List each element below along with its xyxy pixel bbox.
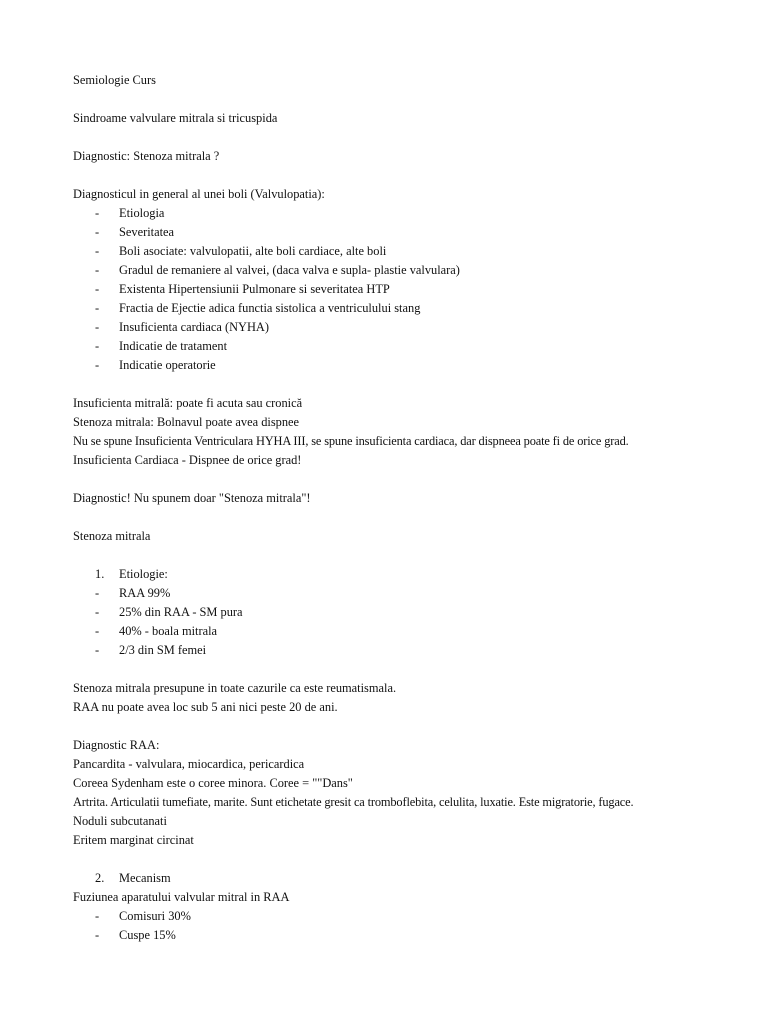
list-item: Severitatea — [119, 225, 175, 239]
doc-subtitle: Sindroame valvulare mitrala si tricuspida — [73, 111, 278, 125]
list-bullet: - — [95, 320, 100, 334]
list-bullet: - — [95, 339, 100, 353]
list-number: 1. — [95, 567, 105, 581]
list-item: Boli asociate: valvulopatii, alte boli cardiace, alte boli — [119, 244, 387, 258]
list-bullet: - — [95, 282, 100, 296]
list-item: 40% - boala mitrala — [119, 624, 218, 638]
list-bullet: - — [95, 358, 100, 372]
list-bullet: - — [95, 263, 100, 277]
list-bullet: - — [95, 624, 100, 638]
list-item: RAA 99% — [119, 586, 171, 600]
section-heading-raa: Diagnostic RAA: — [73, 738, 160, 752]
list-bullet: - — [95, 206, 100, 220]
list-item: Indicatie operatorie — [119, 358, 216, 372]
section-heading-stenoza: Stenoza mitrala — [73, 529, 151, 543]
paragraph-line: Coreea Sydenham este o coree minora. Coree = ""Dans" — [73, 776, 353, 790]
list-number: 2. — [95, 871, 105, 885]
paragraph-line: Insuficienta mitrală: poate fi acuta sau cronică — [73, 396, 303, 410]
paragraph-line: Artrita. Articulatii tumefiate, marite. Sunt etichetate gresit ca tromboflebita, celulita, luxatie. Este migratorie, fugace. — [73, 795, 634, 809]
paragraph-line: Insuficienta Cardiaca - Dispnee de orice grad! — [73, 453, 302, 467]
list-item: 25% din RAA - SM pura — [119, 605, 243, 619]
list-item: 2/3 din SM femei — [119, 643, 207, 657]
list-bullet: - — [95, 909, 100, 923]
list-item: Fractia de Ejectie adica functia sistolica a ventriculului stang — [119, 301, 421, 315]
list-bullet: - — [95, 928, 100, 942]
list-item: Indicatie de tratament — [119, 339, 228, 353]
diagnostic-line-2: Diagnostic! Nu spunem doar "Stenoza mitrala"! — [73, 491, 311, 505]
list-bullet: - — [95, 225, 100, 239]
paragraph-line: Fuziunea aparatului valvular mitral in RAA — [73, 890, 290, 904]
numbered-heading-etiologie: Etiologie: — [119, 567, 168, 581]
list-bullet: - — [95, 605, 100, 619]
list-item: Gradul de remaniere al valvei, (daca valva e supla- plastie valvulara) — [119, 263, 460, 277]
paragraph-line: Nu se spune Insuficienta Ventriculara HYHA III, se spune insuficienta cardiaca, dar dispneea poate fi de orice grad. — [73, 434, 629, 448]
list-item: Comisuri 30% — [119, 909, 191, 923]
paragraph-line: Noduli subcutanati — [73, 814, 167, 828]
paragraph-line: Eritem marginat circinat — [73, 833, 194, 847]
doc-title: Semiologie Curs — [73, 73, 156, 87]
list-bullet: - — [95, 244, 100, 258]
list-item: Insuficienta cardiaca (NYHA) — [119, 320, 269, 334]
list-bullet: - — [95, 586, 100, 600]
list-bullet: - — [95, 643, 100, 657]
numbered-heading-mecanism: Mecanism — [119, 871, 171, 885]
paragraph-line: Stenoza mitrala: Bolnavul poate avea dispnee — [73, 415, 300, 429]
list-item: Etiologia — [119, 206, 165, 220]
list-item: Cuspe 15% — [119, 928, 176, 942]
paragraph-line: RAA nu poate avea loc sub 5 ani nici peste 20 de ani. — [73, 700, 338, 714]
paragraph-line: Pancardita - valvulara, miocardica, pericardica — [73, 757, 305, 771]
list-bullet: - — [95, 301, 100, 315]
paragraph-line: Stenoza mitrala presupune in toate cazurile ca este reumatismala. — [73, 681, 397, 695]
diagnostic-general-heading: Diagnosticul in general al unei boli (Valvulopatia): — [73, 187, 325, 201]
diagnostic-line-1: Diagnostic: Stenoza mitrala ? — [73, 149, 220, 163]
list-item: Existenta Hipertensiunii Pulmonare si severitatea HTP — [119, 282, 390, 296]
